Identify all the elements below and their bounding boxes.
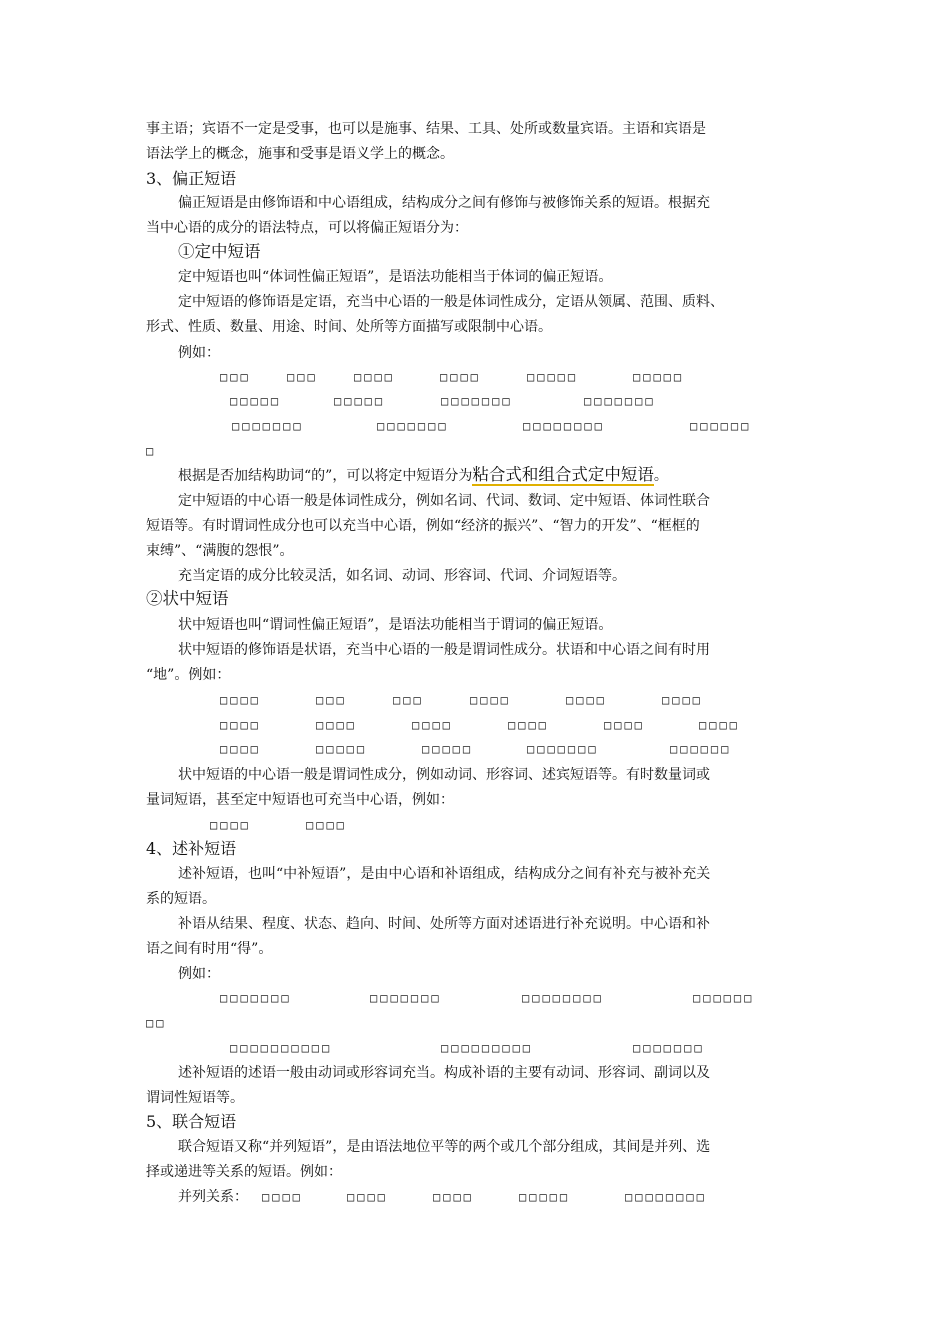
garbled-text: □□□□□□ — [690, 419, 752, 433]
section-heading: 3、偏正短语 — [146, 169, 237, 188]
garbled-text: □□□□□□□□ — [625, 1190, 707, 1204]
garbled-text: □□□□□□□ — [220, 991, 292, 1005]
paragraph-line: 述补短语，也叫“中补短语”，是由中心语和补语组成，结构成分之间有补充与被补充关 — [178, 866, 711, 882]
garbled-text: □□□ — [220, 370, 251, 384]
paragraph-line: 补语从结果、程度、状态、趋向、时间、处所等方面对述语进行补充说明。中心语和补 — [178, 916, 710, 932]
garbled-text: □□□□ — [412, 718, 453, 732]
paragraph-line: 状中短语的中心语一般是谓词性成分，例如动词、形容词、述宾短语等。有时数量词或 — [178, 767, 710, 783]
garbled-text: □□□□□□□□□□ — [230, 1041, 333, 1055]
paragraph-line: 量词短语，甚至定中短语也可充当中心语，例如： — [146, 792, 454, 808]
paragraph-line: “地”。例如： — [146, 667, 231, 683]
garbled-text: □□□□ — [433, 1190, 474, 1204]
garbled-text: □□□□ — [566, 693, 607, 707]
garbled-text: □□□□□□□ — [584, 394, 656, 408]
text-run: 。 — [653, 468, 668, 484]
paragraph-line: 谓词性短语等。 — [146, 1090, 244, 1106]
garbled-text: □□□□ — [604, 718, 645, 732]
paragraph-line: 述补短语的述语一般由动词或形容词充当。构成补语的主要有动词、形容词、副词以及 — [178, 1065, 710, 1081]
paragraph-line: 语法学上的概念，施事和受事是语义学上的概念。 — [146, 146, 454, 162]
garbled-text: □□□□ — [347, 1190, 388, 1204]
subsection-heading: ①定中短语 — [178, 242, 261, 261]
garbled-text: □□ — [146, 1016, 167, 1030]
paragraph-line: 择或递进等关系的短语。例如： — [146, 1164, 342, 1180]
subsection-heading: ②状中短语 — [146, 589, 229, 608]
paragraph-line: 联合短语又称“并列短语”，是由语法地位平等的两个或几个部分组成，其间是并列、选 — [178, 1139, 711, 1155]
highlighted-term: 粘合式和组合式定中短语 — [472, 465, 654, 484]
garbled-text: □□□ — [287, 370, 318, 384]
garbled-text: □□□□ — [470, 693, 511, 707]
paragraph-line: 充当定语的成分比较灵活，如名词、动词、形容词、代词、介词短语等。 — [178, 568, 626, 584]
garbled-text: □□□□□□□ — [633, 1041, 705, 1055]
text-run: 根据是否加结构助词“的”，可以将定中短语分为 — [178, 468, 473, 484]
garbled-text: □□□□ — [440, 370, 481, 384]
paragraph-line: 当中心语的成分的语法特点，可以将偏正短语分为： — [146, 220, 468, 236]
garbled-text: □□□□□□□ — [370, 991, 442, 1005]
section-heading: 5、联合短语 — [146, 1112, 237, 1131]
garbled-text: □□□□□ — [316, 742, 368, 756]
garbled-text: □□□□ — [306, 818, 347, 832]
garbled-text: □□□□ — [508, 718, 549, 732]
paragraph-line: 定中短语也叫“体词性偏正短语”，是语法功能相当于体词的偏正短语。 — [178, 269, 613, 285]
garbled-text: □□□□□□□□ — [523, 419, 605, 433]
garbled-text: □□□□ — [316, 718, 357, 732]
paragraph-line: 束缚”、“满腹的怨恨”。 — [146, 543, 294, 559]
paragraph-line: 定中短语的中心语一般是体词性成分，例如名词、代词、数词、定中短语、体词性联合 — [178, 493, 710, 509]
paragraph-line: 短语等。有时谓词性成分也可以充当中心语，例如“经济的振兴”、“智力的开发”、“框框的 — [146, 518, 700, 534]
section-heading: 4、述补短语 — [146, 839, 237, 858]
paragraph-line: 语之间有时用“得”。 — [146, 941, 273, 957]
paragraph-line: 形式、性质、数量、用途、时间、处所等方面描写或限制中心语。 — [146, 319, 552, 335]
paragraph-line: 并列关系： — [178, 1189, 248, 1205]
paragraph-line: 状中短语的修饰语是状语，充当中心语的一般是谓词性成分。状语和中心语之间有时用 — [178, 642, 710, 658]
garbled-text: □□□□ — [262, 1190, 303, 1204]
garbled-text: □□□□□□□ — [527, 742, 599, 756]
garbled-text: □□□ — [316, 693, 347, 707]
garbled-text: □□□□ — [210, 818, 251, 832]
paragraph-line: 状中短语也叫“谓词性偏正短语”，是语法功能相当于谓词的偏正短语。 — [178, 617, 613, 633]
garbled-text: □□□□□ — [527, 370, 579, 384]
garbled-text: □□□□□□ — [670, 742, 732, 756]
garbled-text: □□□□□ — [422, 742, 474, 756]
garbled-text: □□□□ — [220, 742, 261, 756]
garbled-text: □□□□ — [354, 370, 395, 384]
garbled-text: □□□□□□□□ — [522, 991, 604, 1005]
paragraph-line: 事主语；宾语不一定是受事，也可以是施事、结果、工具、处所或数量宾语。主语和宾语是 — [146, 121, 706, 137]
paragraph-line: 定中短语的修饰语是定语，充当中心语的一般是体词性成分，定语从领属、范围、质料、 — [178, 294, 724, 310]
garbled-text: □□□□ — [220, 718, 261, 732]
paragraph-line: 系的短语。 — [146, 891, 216, 907]
garbled-text: □□□ — [393, 693, 424, 707]
garbled-text: □□□□□□□ — [441, 394, 513, 408]
garbled-text: □□□□□□□□□ — [441, 1041, 534, 1055]
garbled-text: □□□□□□□ — [377, 419, 449, 433]
garbled-text: □□□□ — [699, 718, 740, 732]
garbled-text: □□□□□ — [334, 394, 386, 408]
paragraph-line: 例如： — [178, 966, 220, 982]
garbled-text: □□□□ — [220, 693, 261, 707]
garbled-text: □□□□□□ — [693, 991, 755, 1005]
paragraph-line — [178, 466, 668, 485]
garbled-text: □□□□□ — [633, 370, 685, 384]
garbled-text: □ — [146, 444, 157, 458]
garbled-text: □□□□ — [662, 693, 703, 707]
paragraph-line: 例如： — [178, 345, 220, 361]
garbled-text: □□□□□ — [519, 1190, 571, 1204]
paragraph-line: 偏正短语是由修饰语和中心语组成，结构成分之间有修饰与被修饰关系的短语。根据充 — [178, 195, 710, 211]
garbled-text: □□□□□ — [230, 394, 282, 408]
garbled-text: □□□□□□□ — [232, 419, 304, 433]
